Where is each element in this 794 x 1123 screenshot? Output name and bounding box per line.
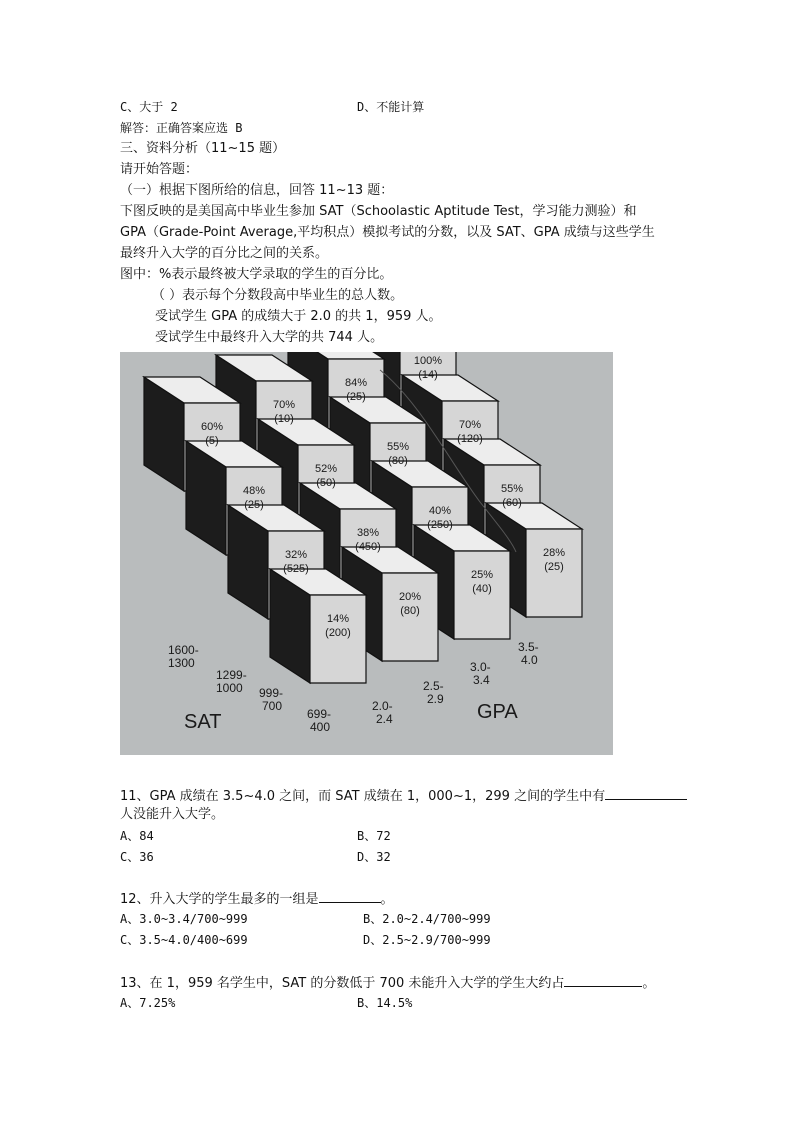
q13-stem-end: 。 — [642, 976, 656, 991]
q12-option-c: C、3.5~4.0/400~699 — [120, 933, 248, 947]
part-heading: （一）根据下图所给的信息，回答 11~13 题： — [120, 183, 394, 198]
q13-stem — [120, 973, 655, 993]
intro-line-1: 下图反映的是美国高中毕业生参加 SAT（Schoolastic Aptitude Test，学习能力测验）和 — [120, 204, 637, 219]
q12-option-b: B、2.0~2.4/700~999 — [363, 912, 491, 926]
cell-percent-label: 84% — [344, 377, 368, 389]
cube-front-face — [526, 529, 582, 617]
q11-option-c: C、36 — [120, 850, 154, 864]
cell-percent-label: 55% — [386, 441, 410, 453]
cell-count-label: (250) — [427, 519, 453, 531]
q12-stem — [120, 889, 394, 909]
cell-count-label: (40) — [472, 583, 492, 595]
sat-level-4-line2: 400 — [310, 720, 331, 734]
gpa-level-3-line2: 3.4 — [473, 673, 490, 687]
cell-count-label: (50) — [316, 477, 336, 489]
q13-option-a: A、7.25% — [120, 996, 176, 1010]
start-prompt: 请开始答题： — [120, 162, 199, 177]
q13-stem-text: 13、在 1，959 名学生中，SAT 的分数低于 700 未能升入大学的学生大约占 — [120, 976, 565, 991]
gpa-level-1-line2: 2.4 — [376, 712, 393, 726]
sat-level-1-line2: 1300 — [168, 656, 195, 670]
legend-note-percent: 图中：%表示最终被大学录取的学生的百分比。 — [120, 267, 393, 282]
cell-count-label: (25) — [244, 499, 264, 511]
cube-front-face — [454, 551, 510, 639]
legend-note-count: （ ）表示每个分数段高中毕业生的总人数。 — [152, 288, 404, 303]
q12-answer-blank[interactable] — [319, 889, 381, 903]
intro-line-2: GPA（Grade-Point Average,平均积点）模拟考试的分数，以及 SAT、GPA 成绩与这些学生 — [120, 225, 655, 240]
cell-percent-label: 55% — [500, 483, 524, 495]
q11-stem — [120, 786, 687, 806]
cell-count-label: (80) — [388, 455, 408, 467]
legend-note-admitted-total: 受试学生中最终升入大学的共 744 人。 — [155, 330, 384, 345]
q11-answer-blank[interactable] — [605, 786, 687, 800]
sat-axis-title: SAT — [184, 711, 222, 733]
prev-option-c: C、大于 2 — [120, 100, 178, 114]
cell-count-label: (60) — [502, 497, 522, 509]
q13-answer-blank[interactable] — [564, 973, 642, 987]
cell-percent-label: 40% — [428, 505, 452, 517]
q12-stem-text: 12、升入大学的学生最多的一组是 — [120, 892, 319, 907]
cell-percent-label: 70% — [272, 399, 296, 411]
cell-percent-label: 100% — [413, 355, 443, 367]
cell-percent-label: 38% — [356, 527, 380, 539]
q13-option-b: B、14.5% — [357, 996, 413, 1010]
cell-percent-label: 52% — [314, 463, 338, 475]
prev-option-d: D、不能计算 — [357, 100, 425, 114]
cell-percent-label: 20% — [398, 591, 422, 603]
cell-count-label: (25) — [346, 391, 366, 403]
gpa-level-4-line2: 4.0 — [521, 653, 538, 667]
cell-count-label: (14) — [418, 369, 438, 381]
cell-count-label: (5) — [205, 435, 219, 447]
cell-count-label: (80) — [400, 605, 420, 617]
sat-level-2-line2: 1000 — [216, 681, 243, 695]
q12-stem-end: 。 — [380, 892, 394, 907]
cell-count-label: (450) — [355, 541, 381, 553]
cell-count-label: (200) — [325, 627, 351, 639]
sat-level-3-line1: 999- — [259, 686, 284, 700]
q11-option-b: B、72 — [357, 829, 391, 843]
q12-option-d: D、2.5~2.9/700~999 — [363, 933, 491, 947]
cube-front-face — [310, 595, 366, 683]
q11-stem-text: 11、GPA 成绩在 3.5~4.0 之间，而 SAT 成绩在 1，000~1，299 之间的学生中有 — [120, 789, 606, 804]
cell-count-label: (525) — [283, 563, 309, 575]
staircase-cube — [270, 569, 366, 683]
sat-level-4-line1: 699- — [307, 707, 332, 721]
sat-level-1-line1: 1600- — [168, 643, 199, 657]
q11-stem-cont: 人没能升入大学。 — [120, 807, 225, 822]
gpa-level-2-line2: 2.9 — [427, 692, 444, 706]
section-heading: 三、资料分析（11~15 题） — [120, 141, 286, 156]
gpa-level-4-line1: 3.5- — [518, 640, 539, 654]
sat-level-3-line2: 700 — [262, 699, 283, 713]
cell-percent-label: 28% — [542, 547, 566, 559]
staircase-figure-svg — [120, 352, 613, 755]
cell-count-label: (10) — [274, 413, 294, 425]
gpa-level-3-line1: 3.0- — [470, 660, 491, 674]
cell-percent-label: 25% — [470, 569, 494, 581]
legend-note-gpa-total: 受试学生 GPA 的成绩大于 2.0 的共 1，959 人。 — [155, 309, 442, 324]
q11-option-d: D、32 — [357, 850, 391, 864]
cube-front-face — [382, 573, 438, 661]
cell-count-label: (25) — [544, 561, 564, 573]
intro-line-3: 最终升入大学的百分比之间的关系。 — [120, 246, 329, 261]
cell-count-label: (120) — [457, 433, 483, 445]
cell-percent-label: 32% — [284, 549, 308, 561]
q12-option-a: A、3.0~3.4/700~999 — [120, 912, 248, 926]
cell-percent-label: 14% — [326, 613, 350, 625]
staircase-figure — [120, 352, 613, 755]
gpa-axis-title: GPA — [477, 701, 518, 723]
cell-percent-label: 70% — [458, 419, 482, 431]
q11-option-a: A、84 — [120, 829, 154, 843]
prev-answer: 解答：正确答案应选 B — [120, 121, 243, 135]
gpa-level-1-line1: 2.0- — [372, 699, 393, 713]
sat-level-2-line1: 1299- — [216, 668, 247, 682]
gpa-level-2-line1: 2.5- — [423, 679, 444, 693]
cell-percent-label: 48% — [242, 485, 266, 497]
cell-percent-label: 60% — [200, 421, 224, 433]
